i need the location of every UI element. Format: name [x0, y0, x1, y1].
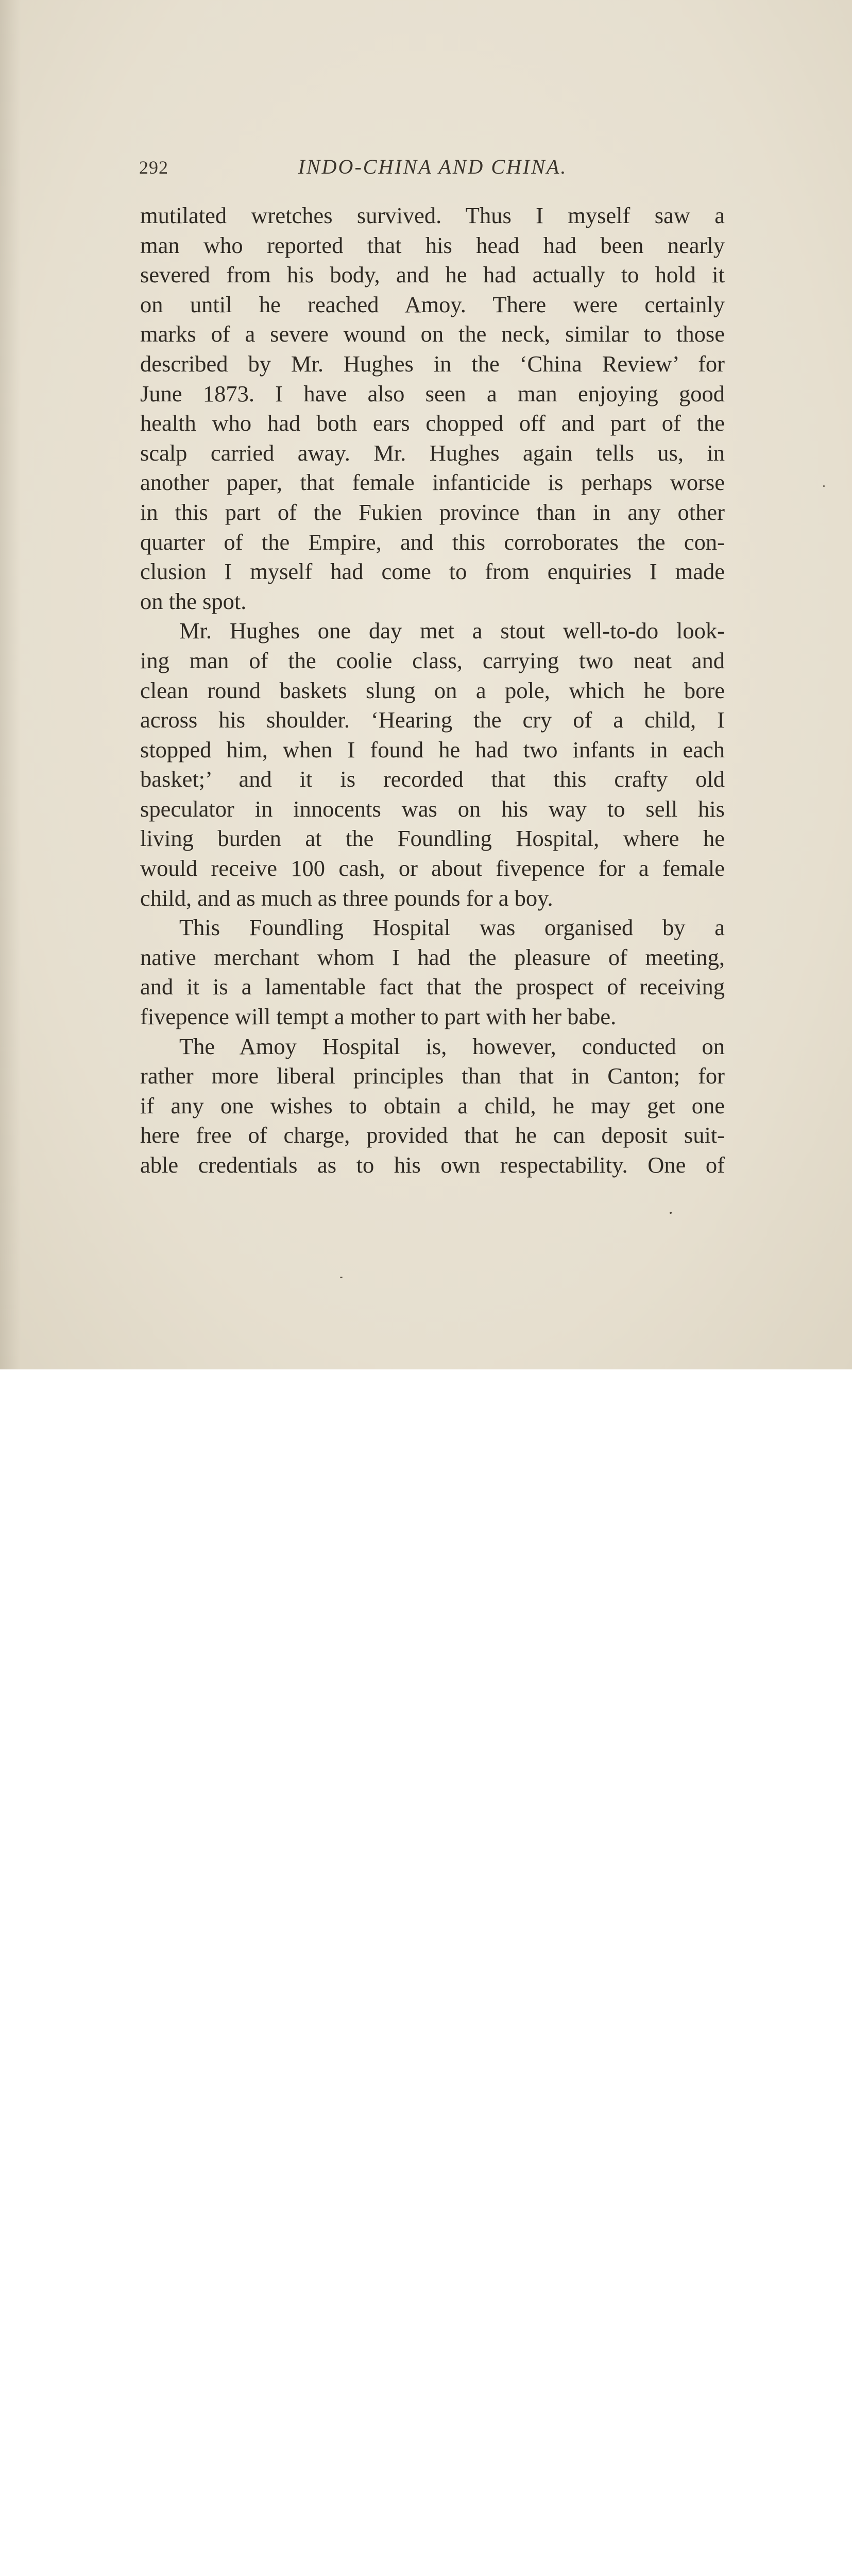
text-line: in this part of the Fukien province than in any other — [140, 499, 725, 525]
text-line: marks of a severe wound on the neck, similar to those — [140, 321, 725, 347]
text-line: able credentials as to his own respectability. One of — [140, 1152, 725, 1178]
text-line: fivepence will tempt a mother to part with her babe. — [140, 1004, 617, 1030]
text-line: across his shoulder. ‘Hearing the cry of a child, I — [140, 707, 725, 733]
paragraph-4 — [140, 1032, 725, 1180]
gutter-shadow — [0, 0, 21, 1369]
text-line: living burden at the Foundling Hospital, where he — [140, 825, 725, 852]
text-line: here free of charge, provided that he can deposit suit- — [140, 1122, 725, 1148]
body-text — [140, 201, 725, 1180]
footer-strip — [0, 1369, 852, 1491]
page-number: 292 — [139, 157, 168, 178]
text-line: and it is a lamentable fact that the prospect of receiving — [140, 974, 725, 1000]
text-line: This Foundling Hospital was organised by a — [179, 914, 725, 941]
running-head — [139, 155, 726, 185]
text-line: clean round baskets slung on a pole, which he bore — [140, 677, 725, 703]
text-line: quarter of the Empire, and this corroborates the con- — [140, 529, 725, 555]
text-line: native merchant whom I had the pleasure of meeting, — [140, 944, 725, 970]
text-line: rather more liberal principles than that in Canton; for — [140, 1063, 725, 1089]
text-line: ing man of the coolie class, carrying two neat and — [140, 647, 725, 673]
text-line: scalp carried away. Mr. Hughes again tells us, in — [140, 439, 725, 466]
text-line: basket;’ and it is recorded that this crafty old — [140, 766, 725, 792]
text-line: stopped him, when I found he had two infants in each — [140, 736, 725, 762]
paper-speck — [670, 1212, 672, 1214]
text-line: mutilated wretches survived. Thus I myself saw a — [140, 202, 725, 228]
text-line: another paper, that female infanticide is perhaps worse — [140, 469, 725, 496]
text-line: clusion I myself had come to from enquiries I made — [140, 558, 725, 585]
text-line: Mr. Hughes one day met a stout well-to-do look- — [179, 618, 725, 644]
paragraph-2 — [140, 616, 725, 913]
text-line: if any one wishes to obtain a child, he may get one — [140, 1092, 725, 1118]
paragraph-3 — [140, 913, 725, 1031]
text-line: severed from his body, and he had actually to hold it — [140, 262, 725, 288]
text-line: on until he reached Amoy. There were certainly — [140, 291, 725, 317]
text-line: speculator in innocents was on his way to sell his — [140, 795, 725, 822]
paper-speck — [823, 485, 825, 487]
text-line: The Amoy Hospital is, however, conducted on — [179, 1033, 725, 1059]
text-line: health who had both ears chopped off and part of the — [140, 410, 725, 436]
text-line: on the spot. — [140, 588, 247, 614]
paragraph-1 — [140, 201, 725, 616]
running-title: INDO-CHINA AND CHINA. — [298, 155, 568, 178]
text-line: would receive 100 cash, or about fivepence for a female — [140, 855, 725, 882]
text-line: child, and as much as three pounds for a boy. — [140, 885, 553, 911]
text-line: described by Mr. Hughes in the ‘China Review’ for — [140, 350, 725, 377]
text-line: June 1873. I have also seen a man enjoying good — [140, 380, 725, 406]
text-line: man who reported that his head had been nearly — [140, 232, 725, 258]
paper-speck — [340, 1277, 343, 1278]
